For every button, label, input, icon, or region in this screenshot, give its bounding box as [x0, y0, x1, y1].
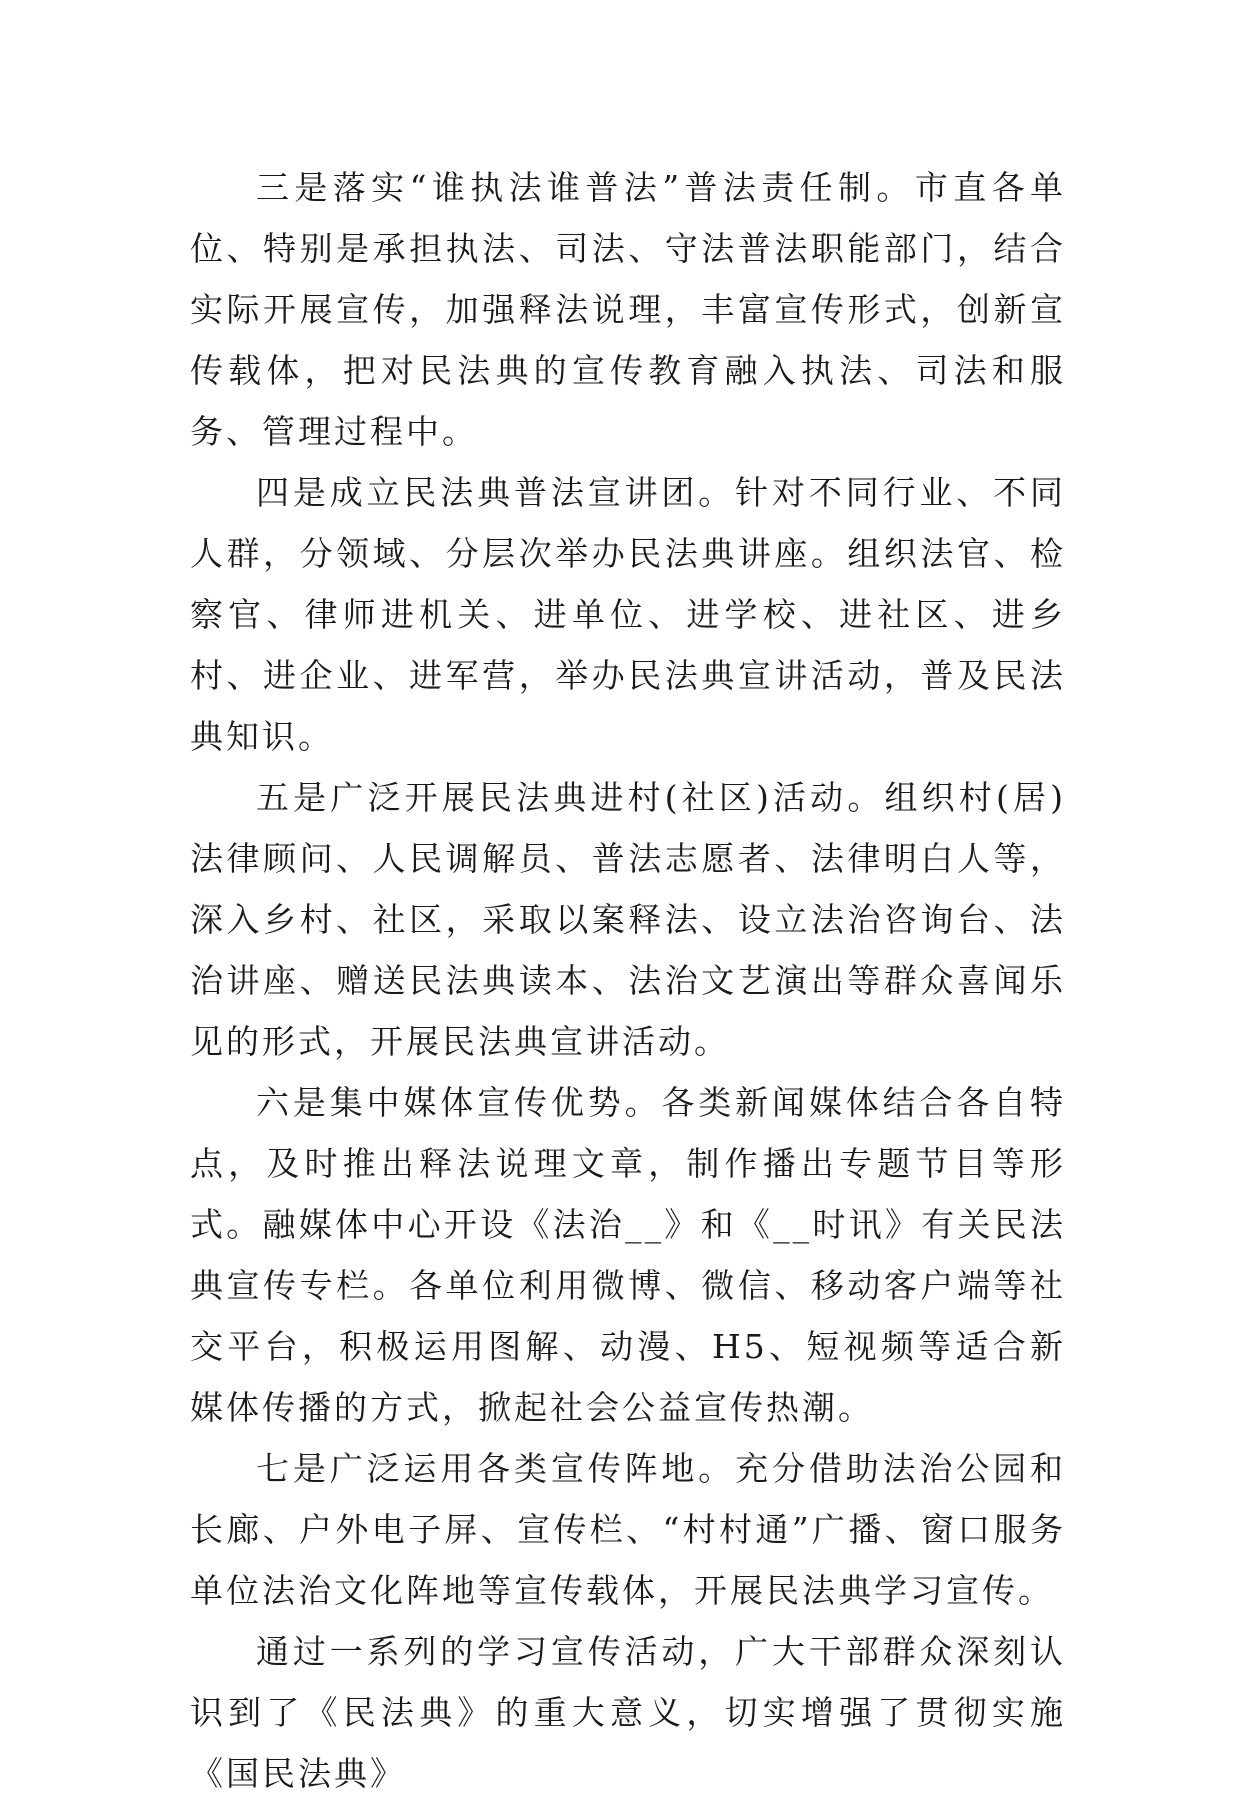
paragraph-5: 五是广泛开展民法典进村(社区)活动。组织村(居)法律顾问、人民调解员、普法志愿者、法律明白人等，深入乡村、社区，采取以案释法、设立法治咨询台、法治讲座、赠送民法典读本、法治文艺演出等群众喜闻乐见的形式，开展民法典宣讲活动。	[190, 778, 1066, 1061]
paragraph-7: 七是广泛运用各类宣传阵地。充分借助法治公园和长廊、户外电子屏、宣传栏、“村村通”广播、窗口服务单位法治文化阵地等宣传载体，开展民法典学习宣传。	[190, 1449, 1066, 1610]
paragraph-4: 四是成立民法典普法宣讲团。针对不同行业、不同人群，分领域、分层次举办民法典讲座。组织法官、检察官、律师进机关、进单位、进学校、进社区、进乡村、进企业、进军营，举办民法典宣讲活动，普及民法典知识。	[190, 473, 1066, 756]
paragraph-3: 三是落实“谁执法谁普法”普法责任制。市直各单位、特别是承担执法、司法、守法普法职能部门，结合实际开展宣传，加强释法说理，丰富宣传形式，创新宣传载体，把对民法典的宣传教育融入执法、司法和服务、管理过程中。	[190, 168, 1066, 451]
paragraph-summary: 通过一系列的学习宣传活动，广大干部群众深刻认识到了《民法典》的重大意义，切实增强了贯彻实施《国民法典》	[190, 1632, 1066, 1793]
document-body	[190, 157, 1066, 1804]
paragraph-6: 六是集中媒体宣传优势。各类新闻媒体结合各自特点，及时推出释法说理文章，制作播出专题节目等形式。融媒体中心开设《法治__》和《__时讯》有关民法典宣传专栏。各单位利用微博、微信、移动客户端等社交平台，积极运用图解、动漫、H5、短视频等适合新媒体传播的方式，掀起社会公益宣传热潮。	[190, 1083, 1066, 1427]
